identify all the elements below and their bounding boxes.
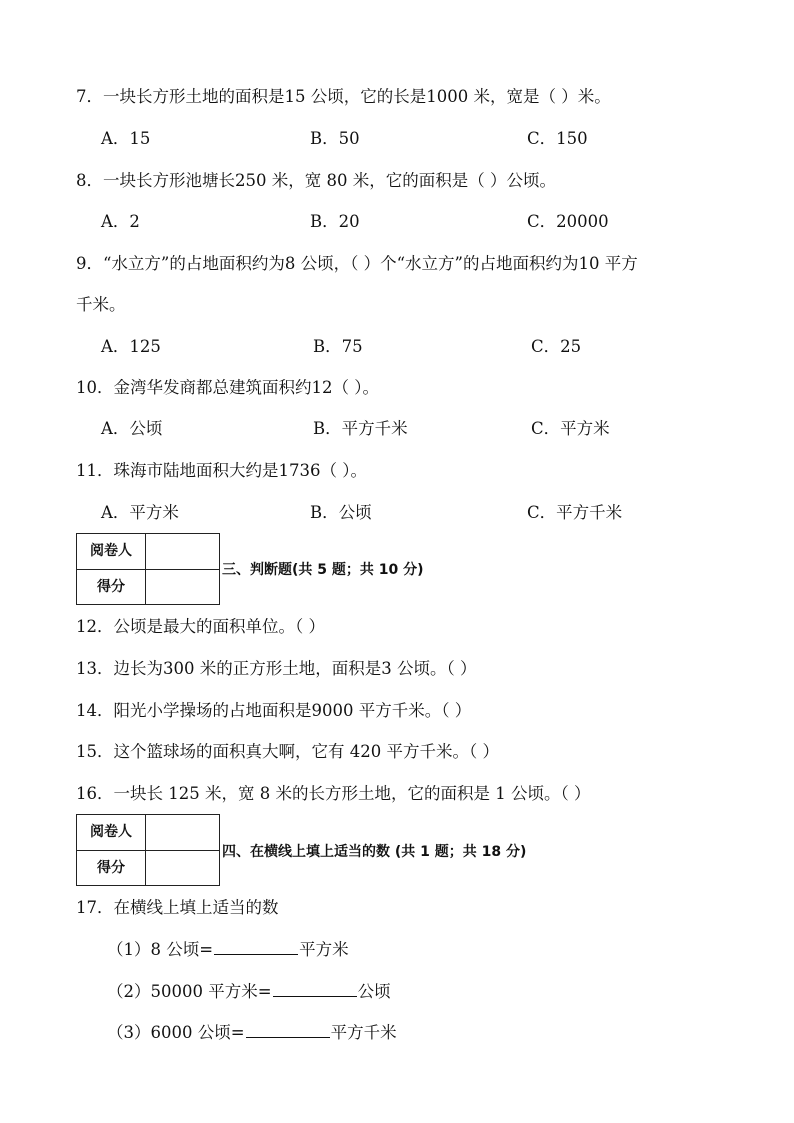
grade-box-section-3 xyxy=(76,533,220,605)
question-7-option-a[interactable]: A．15 xyxy=(101,129,151,148)
question-10-stem: 10．金湾华发商都总建筑面积约12（ ）。 xyxy=(76,378,379,397)
question-7-option-b[interactable]: B．50 xyxy=(310,129,360,148)
question-9-option-a[interactable]: A．125 xyxy=(101,337,161,356)
question-9-stem-line1: 9．“水立方”的占地面积约为8 公顷，（ ）个“水立方”的占地面积约为10 平方 xyxy=(76,254,638,273)
item-3-prefix: （3）6000 公顷= xyxy=(107,1023,245,1042)
item-1-prefix: （1）8 公顷= xyxy=(107,940,214,959)
question-17-item-1 xyxy=(107,938,349,961)
section-4-title: 四、在横线上填上适当的数 (共 1 题；共 18 分) xyxy=(222,844,527,860)
answer-blank-1[interactable] xyxy=(214,938,298,955)
item-1-unit: 平方米 xyxy=(299,940,349,959)
question-17-item-2 xyxy=(107,980,391,1003)
grade-box-divider xyxy=(145,534,146,604)
question-11-stem: 11．珠海市陆地面积大约是1736（ ）。 xyxy=(76,461,367,480)
question-11-option-a[interactable]: A．平方米 xyxy=(101,503,179,522)
question-17-stem: 17．在横线上填上适当的数 xyxy=(76,898,279,917)
question-8-option-b[interactable]: B．20 xyxy=(310,212,360,231)
answer-blank-2[interactable] xyxy=(273,980,357,997)
grade-box-section-4 xyxy=(76,814,220,886)
reviewer-label: 阅卷人 xyxy=(90,824,132,840)
item-2-unit: 公顷 xyxy=(357,982,391,1001)
question-9-option-c[interactable]: C．25 xyxy=(531,337,582,356)
question-7-option-c[interactable]: C．150 xyxy=(527,129,588,148)
question-15: 15．这个篮球场的面积真大啊，它有 420 平方千米。（ ） xyxy=(76,742,499,761)
question-8-option-c[interactable]: C．20000 xyxy=(527,212,609,231)
question-17-item-3 xyxy=(107,1021,397,1044)
question-8-stem: 8．一块长方形池塘长250 米，宽 80 米，它的面积是（ ）公顷。 xyxy=(76,171,556,190)
question-12: 12．公顷是最大的面积单位。（ ） xyxy=(76,617,325,636)
item-3-unit: 平方千米 xyxy=(330,1023,397,1042)
score-label: 得分 xyxy=(97,579,125,595)
grade-box-divider xyxy=(145,815,146,885)
question-11-option-c[interactable]: C．平方千米 xyxy=(527,503,623,522)
question-10-option-a[interactable]: A．公顷 xyxy=(101,419,163,438)
item-2-prefix: （2）50000 平方米= xyxy=(107,982,272,1001)
answer-blank-3[interactable] xyxy=(246,1021,330,1038)
question-10-option-c[interactable]: C．平方米 xyxy=(531,419,610,438)
score-label: 得分 xyxy=(97,860,125,876)
question-7-stem: 7．一块长方形土地的面积是15 公顷，它的长是1000 米，宽是（ ）米。 xyxy=(76,87,611,106)
question-9-stem-line2: 千米。 xyxy=(76,295,126,314)
question-9-option-b[interactable]: B．75 xyxy=(313,337,363,356)
question-16: 16．一块长 125 米，宽 8 米的长方形土地，它的面积是 1 公顷。（ ） xyxy=(76,784,591,803)
question-8-option-a[interactable]: A．2 xyxy=(101,212,140,231)
reviewer-label: 阅卷人 xyxy=(90,543,132,559)
question-11-option-b[interactable]: B．公顷 xyxy=(310,503,372,522)
question-10-option-b[interactable]: B．平方千米 xyxy=(313,419,408,438)
question-14: 14．阳光小学操场的占地面积是9000 平方千米。（ ） xyxy=(76,701,472,720)
question-13: 13．边长为300 米的正方形土地，面积是3 公顷。（ ） xyxy=(76,659,477,678)
section-3-title: 三、判断题(共 5 题；共 10 分) xyxy=(222,562,424,578)
